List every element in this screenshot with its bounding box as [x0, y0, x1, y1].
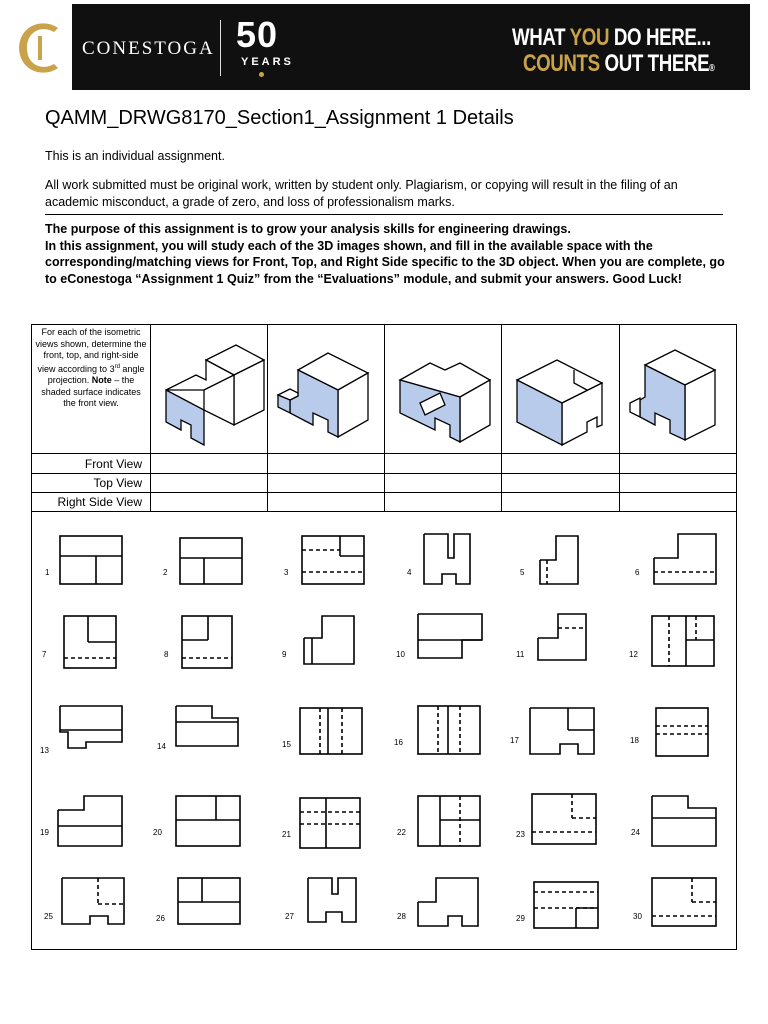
- anniversary-word: YEARS: [241, 56, 294, 68]
- iso-object-1: [166, 345, 264, 445]
- brand-name: CONESTOGA: [82, 38, 215, 59]
- view-29: [534, 882, 598, 928]
- view-number: 5: [520, 568, 525, 577]
- view-number: 29: [516, 914, 525, 923]
- view-number: 13: [40, 746, 49, 755]
- view-22: [418, 796, 480, 846]
- view-11: [538, 614, 586, 660]
- view-number: 27: [285, 912, 294, 921]
- iso-object-3: [400, 363, 490, 442]
- view-number: 7: [42, 650, 47, 659]
- view-27: [308, 878, 356, 922]
- view-12: [652, 616, 714, 666]
- view-15: [300, 708, 362, 754]
- view-9: [304, 616, 354, 664]
- view-number: 14: [157, 742, 166, 751]
- view-17: [530, 708, 594, 754]
- view-25: [62, 878, 124, 924]
- view-14: [176, 706, 238, 746]
- view-10: [418, 614, 482, 658]
- view-number: 30: [633, 912, 642, 921]
- integrity-text: All work submitted must be original work, written by student only. Plagiarism, or copying will result in the filing of an academic misconduct, a grade of zero, and loss of professionalism marks.: [45, 178, 678, 209]
- view-number: 20: [153, 828, 162, 837]
- view-number: 8: [164, 650, 169, 659]
- iso-object-5: [630, 350, 715, 440]
- view-number: 21: [282, 830, 291, 839]
- view-number: 19: [40, 828, 49, 837]
- intro-text: This is an individual assignment.: [45, 149, 225, 163]
- row-label-right: Right Side View: [57, 495, 142, 509]
- banner-divider: [220, 20, 221, 76]
- orthographic-views: [32, 512, 736, 949]
- view-number: 10: [396, 650, 405, 659]
- view-number: 11: [516, 650, 525, 659]
- view-number: 24: [631, 828, 640, 837]
- view-number: 6: [635, 568, 640, 577]
- instructions-note: For each of the isometric views shown, determine the front, top, and right-side view according to 3rd angle projection. Note – the shaded surface indicates the front view.: [35, 327, 147, 408]
- view-6: [654, 534, 716, 584]
- view-number: 25: [44, 912, 53, 921]
- view-number: 28: [397, 912, 406, 921]
- tagline-line2: COUNTS OUT THERE®: [523, 50, 715, 77]
- view-23: [532, 794, 596, 844]
- view-7: [64, 616, 116, 668]
- purpose-text: The purpose of this assignment is to grow your analysis skills for engineering drawings. In this assignment, you will study each of the 3D images shown, and fill in the available space with the corresponding/matching views for Front, Top, and Right Side specific to the 3D object. When you are complete, go to eConestoga “Assignment 1 Quiz” from the “Evaluations” module, and submit your answers. Good Luck!: [45, 222, 725, 286]
- view-3: [302, 536, 364, 584]
- view-1: [60, 536, 122, 584]
- view-26: [178, 878, 240, 924]
- row-divider: [32, 492, 736, 493]
- view-number: 22: [397, 828, 406, 837]
- view-number: 23: [516, 830, 525, 839]
- view-19: [58, 796, 122, 846]
- gold-dot-icon: [259, 72, 264, 77]
- view-number: 9: [282, 650, 287, 659]
- row-label-front: Front View: [84, 457, 142, 471]
- banner-black-panel: [72, 4, 750, 90]
- row-label-top: Top View: [93, 476, 142, 490]
- view-number: 1: [45, 568, 50, 577]
- section-rule: [45, 214, 723, 215]
- isometric-drawings: [151, 325, 736, 453]
- iso-object-2: [278, 353, 368, 437]
- view-number: 15: [282, 740, 291, 749]
- view-5: [540, 536, 578, 584]
- row-divider: [32, 453, 736, 454]
- answer-choices-panel: [31, 511, 737, 950]
- view-28: [418, 878, 478, 926]
- view-30: [652, 878, 716, 926]
- view-4: [424, 534, 470, 584]
- view-number: 12: [629, 650, 638, 659]
- view-24: [652, 796, 716, 846]
- view-13: [60, 706, 122, 748]
- header-banner: [0, 0, 768, 92]
- view-number: 26: [156, 914, 165, 923]
- view-number: 18: [630, 736, 639, 745]
- conestoga-logo-icon: [14, 18, 68, 78]
- page-title: QAMM_DRWG8170_Section1_Assignment 1 Details: [45, 107, 514, 129]
- view-18: [656, 708, 708, 756]
- iso-object-4: [517, 360, 602, 445]
- isometric-table: [31, 324, 737, 512]
- row-divider: [32, 473, 736, 474]
- view-8: [182, 616, 232, 668]
- view-2: [180, 538, 242, 584]
- view-number: 3: [284, 568, 289, 577]
- view-number: 4: [407, 568, 412, 577]
- view-number: 2: [163, 568, 168, 577]
- view-number: 16: [394, 738, 403, 747]
- view-21: [300, 798, 360, 848]
- view-20: [176, 796, 240, 846]
- tagline-line1: WHAT YOU DO HERE...: [512, 24, 711, 51]
- view-16: [418, 706, 480, 754]
- view-number: 17: [510, 736, 519, 745]
- anniversary-number: 50: [236, 14, 279, 55]
